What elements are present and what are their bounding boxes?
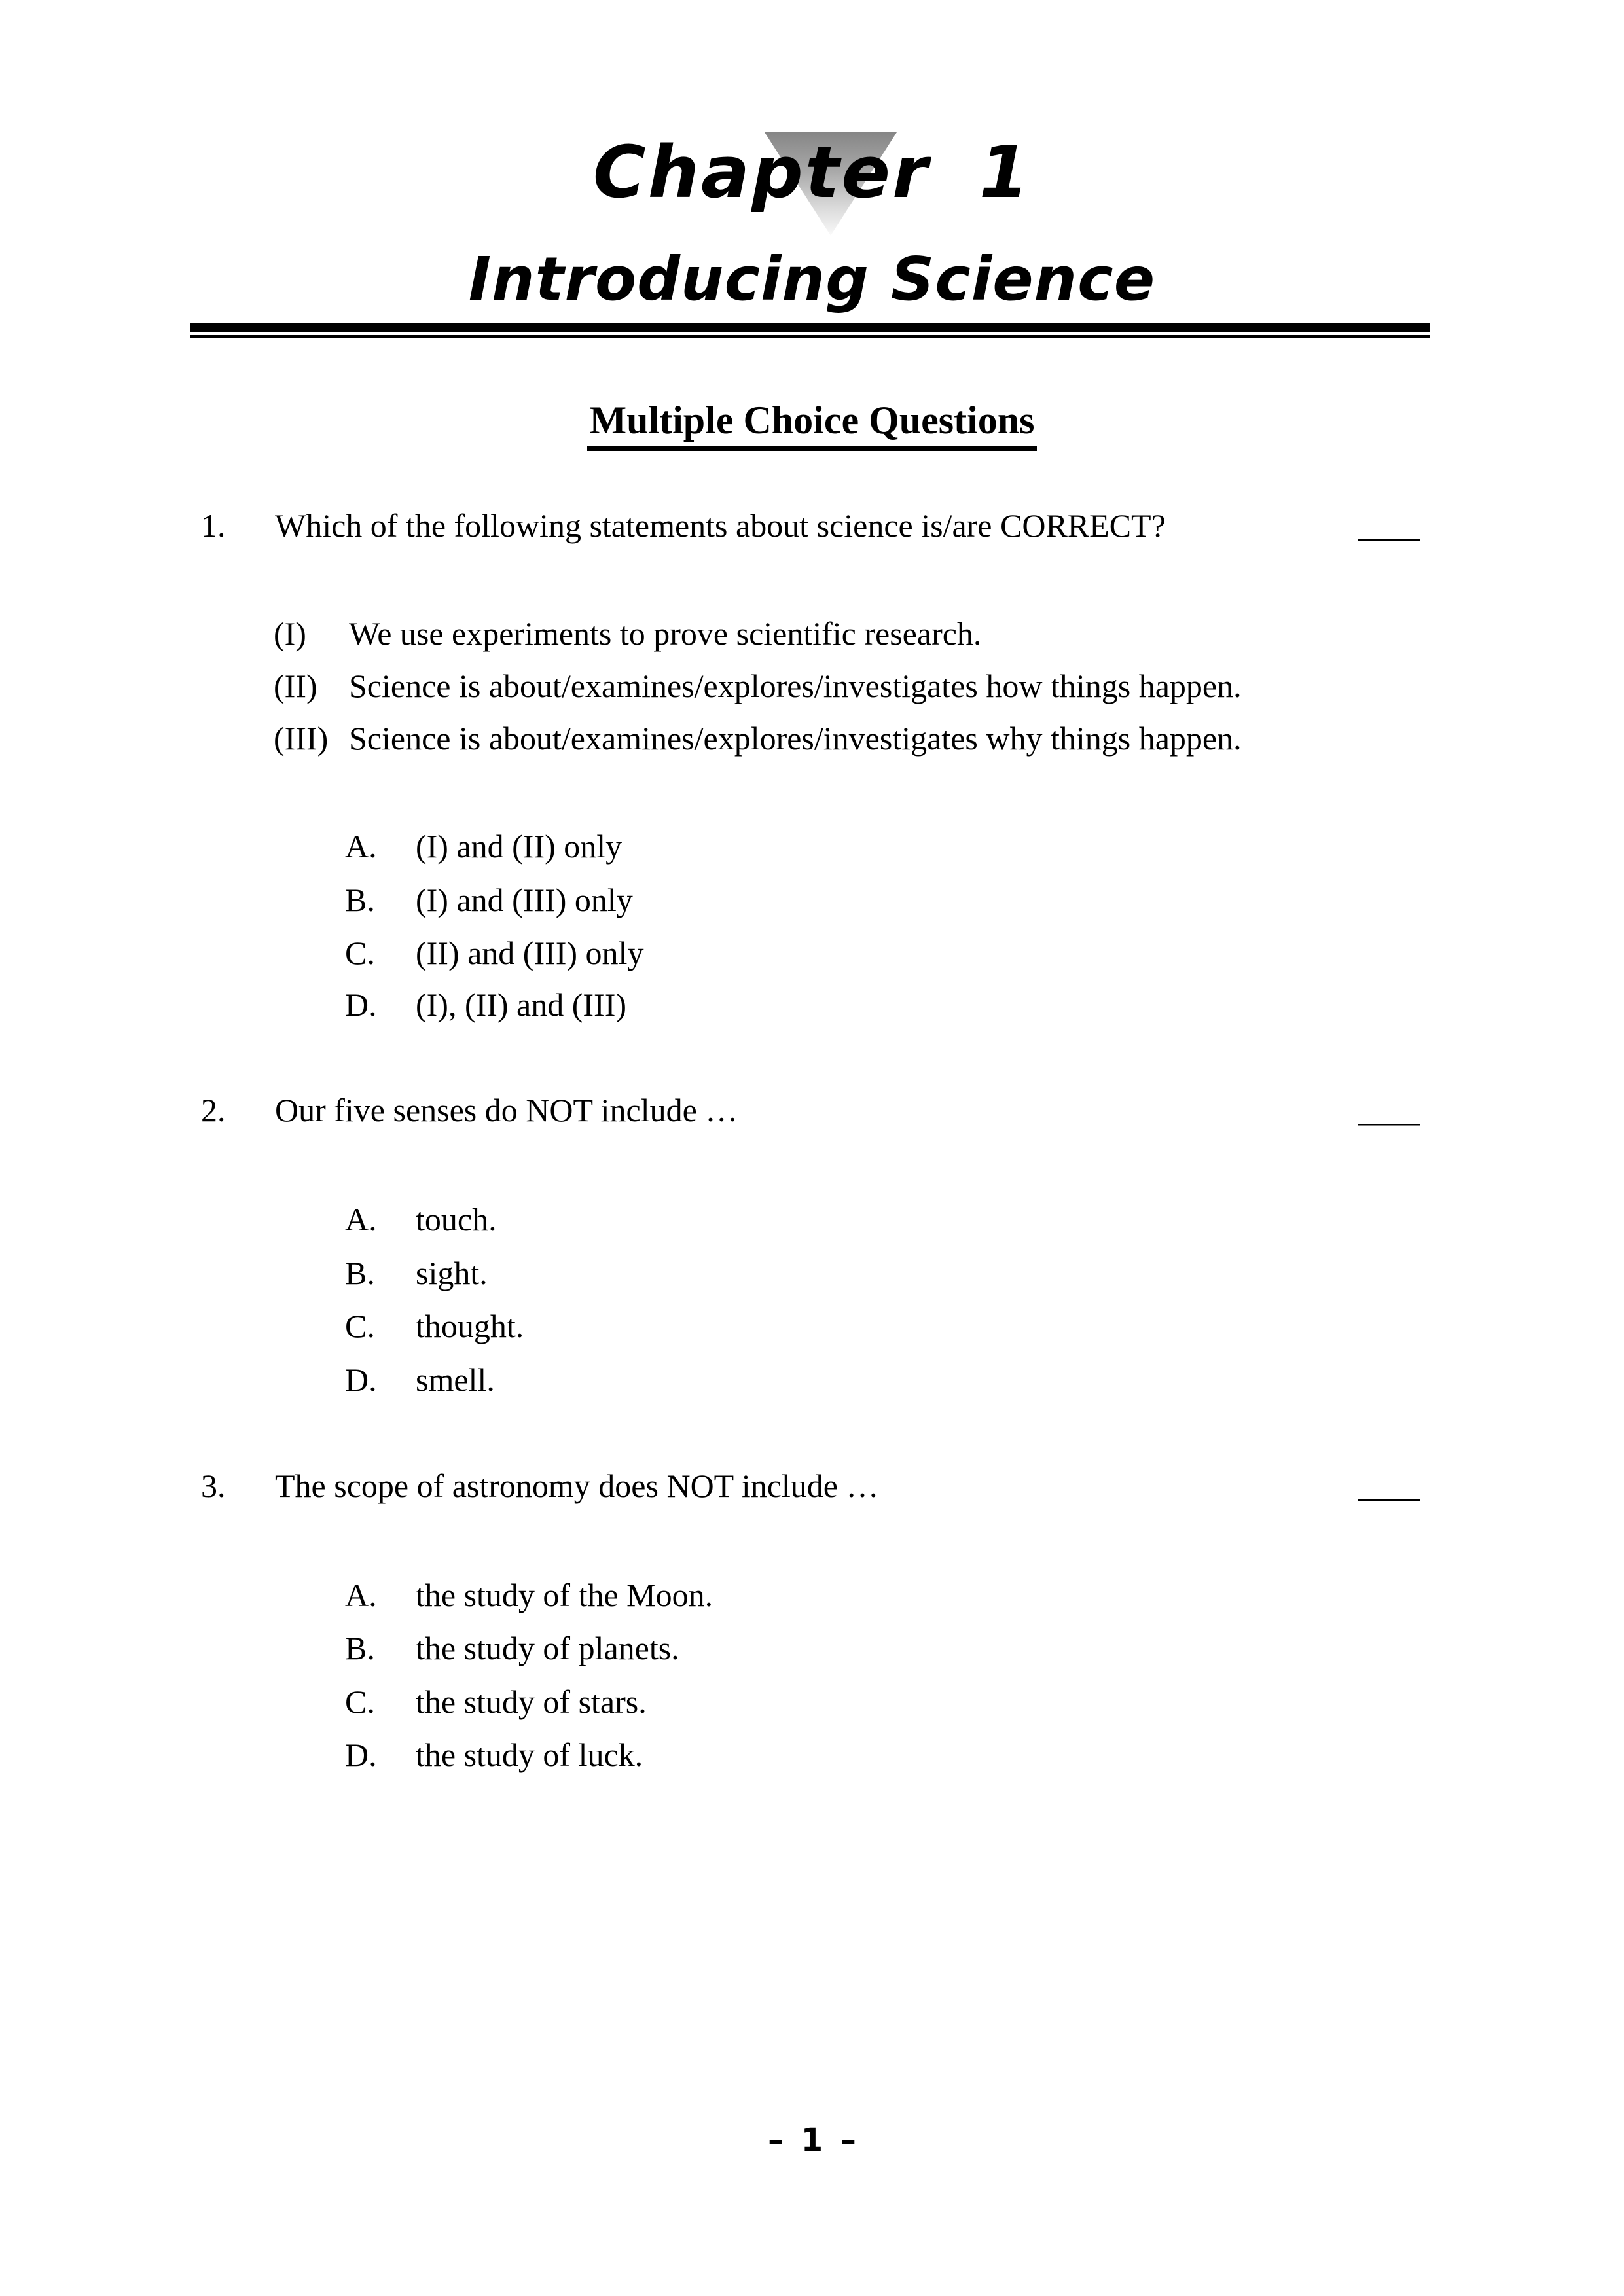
option-text: the study of luck. xyxy=(416,1736,643,1773)
section-heading xyxy=(0,397,1624,451)
option-label: A. xyxy=(345,1201,377,1238)
option-label: A. xyxy=(345,828,377,865)
statement-label: (I) xyxy=(274,615,306,652)
page-title: Introducing Science xyxy=(468,244,1156,314)
statement-label: (II) xyxy=(274,668,317,704)
option-label: B. xyxy=(345,1255,375,1291)
option-text: (I) and (II) only xyxy=(416,828,623,865)
section-heading-text: Multiple Choice Questions xyxy=(587,397,1036,451)
option-label: D. xyxy=(345,1736,377,1773)
option-label: D. xyxy=(345,1361,377,1398)
option-text: touch. xyxy=(416,1201,497,1238)
option-text: the study of stars. xyxy=(416,1683,647,1720)
statement-label: (III) xyxy=(274,720,329,757)
option-text: (I), (II) and (III) xyxy=(416,986,626,1023)
question-number: 3. xyxy=(201,1467,226,1504)
statement-text: Science is about/examines/explores/investigates how things happen. xyxy=(349,668,1242,704)
option-label: C. xyxy=(345,935,375,971)
option-text: the study of planets. xyxy=(416,1630,679,1666)
header-rule-thin xyxy=(190,335,1430,338)
option-text: smell. xyxy=(416,1361,495,1398)
question-text: The scope of astronomy does NOT include … xyxy=(275,1467,879,1504)
chapter-heading: Chapter 1 xyxy=(592,130,1032,214)
option-label: D. xyxy=(345,986,377,1023)
option-text: sight. xyxy=(416,1255,488,1291)
answer-blank: ____ xyxy=(1358,507,1418,544)
option-text: the study of the Moon. xyxy=(416,1577,713,1613)
option-label: C. xyxy=(345,1683,375,1720)
statement-text: We use experiments to prove scientific research. xyxy=(349,615,982,652)
statement-text: Science is about/examines/explores/investigates why things happen. xyxy=(349,720,1242,757)
option-label: B. xyxy=(345,882,375,918)
question-number: 1. xyxy=(201,507,226,544)
option-label: C. xyxy=(345,1308,375,1344)
answer-blank: ____ xyxy=(1358,1467,1418,1504)
option-label: B. xyxy=(345,1630,375,1666)
page-number: – 1 – xyxy=(768,2122,856,2159)
question-number: 2. xyxy=(201,1092,226,1128)
option-text: (II) and (III) only xyxy=(416,935,644,971)
question-text: Which of the following statements about science is/are CORRECT? xyxy=(275,507,1166,544)
question-text: Our five senses do NOT include … xyxy=(275,1092,738,1128)
option-text: thought. xyxy=(416,1308,524,1344)
header-rule-thick xyxy=(190,323,1430,332)
option-label: A. xyxy=(345,1577,377,1613)
option-text: (I) and (III) only xyxy=(416,882,633,918)
answer-blank: ____ xyxy=(1358,1092,1418,1128)
